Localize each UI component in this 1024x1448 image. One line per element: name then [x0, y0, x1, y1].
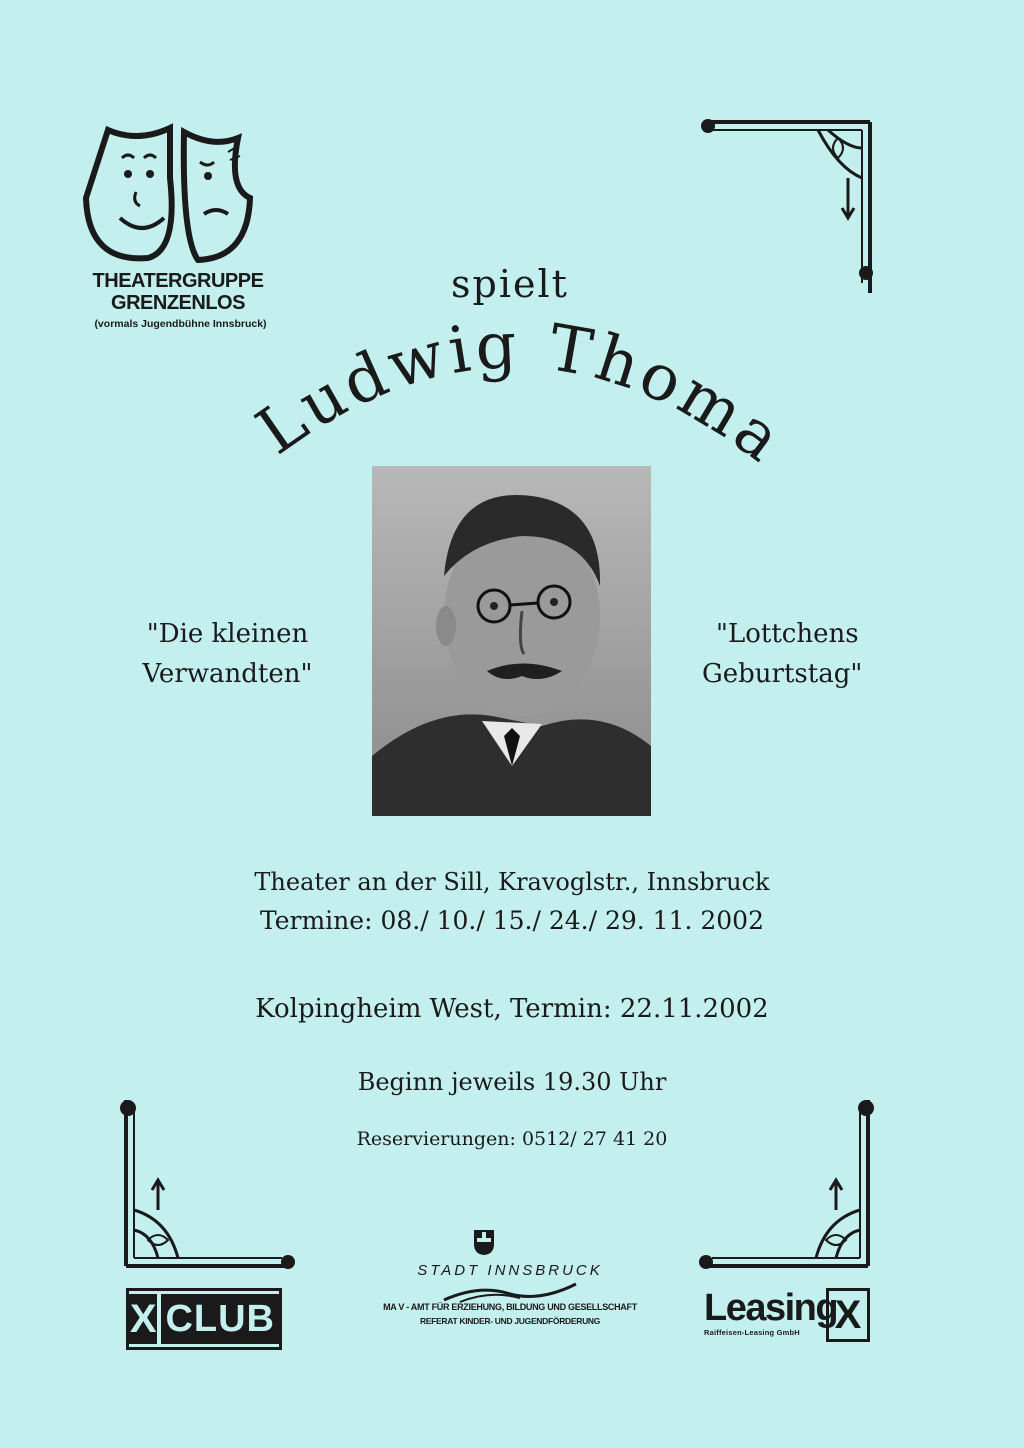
leasing-logo-word: Leasing [704, 1287, 838, 1329]
play-left-line1: "Die kleinen [146, 619, 309, 649]
dates-sill: Termine: 08./ 10./ 15./ 24./ 29. 11. 2002 [260, 906, 764, 935]
leasing-logo-x: X [826, 1288, 870, 1342]
play-title-right [702, 614, 902, 694]
start-time: Beginn jeweils 19.30 Uhr [357, 1068, 667, 1096]
headline-spielt: spielt [451, 262, 569, 306]
theater-masks-logo [78, 118, 258, 268]
play-title-left [115, 614, 340, 694]
troupe-name-line2: GRENZENLOS [111, 292, 245, 314]
author-portrait [372, 466, 651, 816]
play-right-line2: Geburtstag" [702, 659, 863, 689]
svg-text:Ludwig Thoma [244, 309, 798, 479]
play-left-line2: Verwandten" [142, 659, 313, 689]
city-name: STADT INNSBRUCK [417, 1262, 603, 1279]
ornament-corner-top-right [698, 108, 878, 298]
ornament-corner-bottom-left [118, 1090, 298, 1280]
city-department: MA V - AMT FÜR ERZIEHUNG, BILDUNG UND GESELLSCHAFT [383, 1302, 637, 1312]
venue-kolpingheim: Kolpingheim West, Termin: 22.11.2002 [255, 994, 769, 1024]
club-logo [126, 1288, 282, 1350]
reservation-phone: Reservierungen: 0512/ 27 41 20 [356, 1128, 668, 1150]
troupe-former-name: (vormals Jugendbühne Innsbruck) [94, 318, 267, 330]
club-logo-x: X [129, 1294, 157, 1344]
venue-sill: Theater an der Sill, Kravoglstr., Innsbruck [254, 868, 770, 896]
author-name: Ludwig Thoma [243, 308, 798, 479]
troupe-name-line1: THEATERGRUPPE [92, 270, 264, 292]
city-swoosh-icon [440, 1280, 580, 1304]
city-subdepartment: REFERAT KINDER- UND JUGENDFÖRDERUNG [419, 1316, 601, 1326]
innsbruck-crest-icon [471, 1228, 497, 1256]
club-logo-text: CLUB [161, 1294, 279, 1344]
leasing-logo-sub: Raiffeisen-Leasing GmbH [704, 1328, 800, 1337]
play-right-line1: "Lottchens [716, 619, 859, 649]
leasing-logo [704, 1288, 837, 1337]
ornament-corner-bottom-right [696, 1090, 876, 1280]
